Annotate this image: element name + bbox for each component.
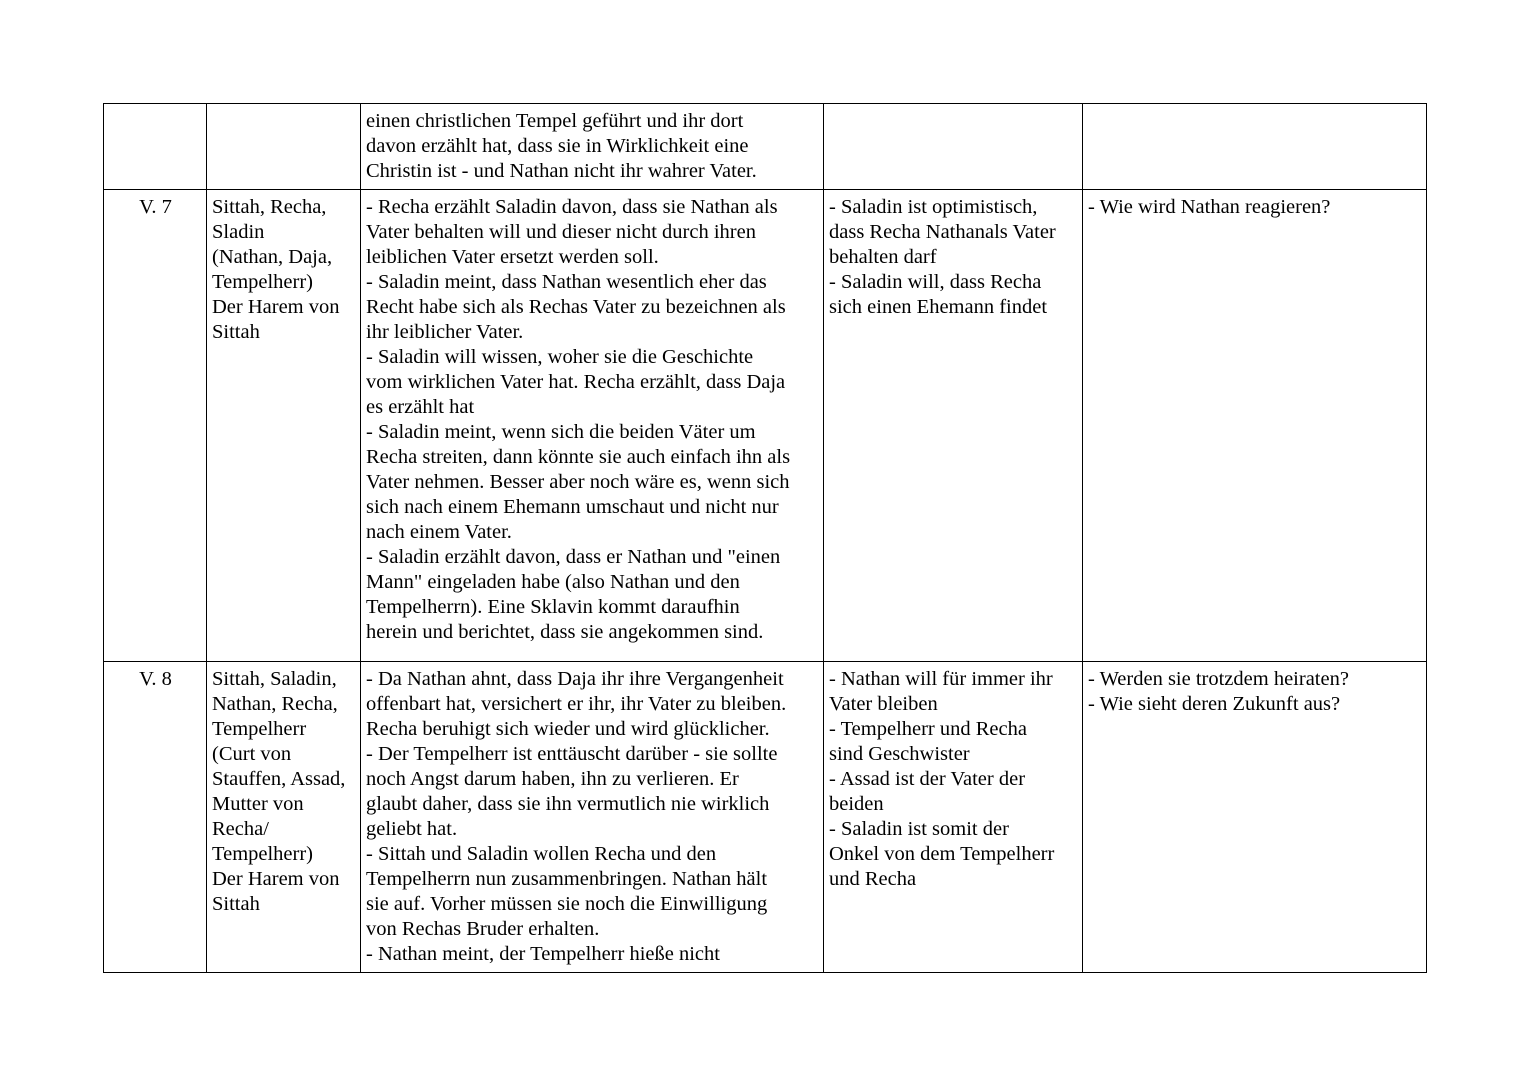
table-row (104, 662, 1427, 973)
chapter-cell (104, 104, 207, 190)
results-cell: - Saladin ist optimistisch, dass Recha Nathanals Vater behalten darf - Saladin will, dass Recha sich einen Ehemann findet (824, 190, 1083, 662)
content-cell: - Recha erzählt Saladin davon, dass sie Nathan als Vater behalten will und dieser nicht durch ihren leiblichen Vater ersetzt werden soll. - Saladin meint, dass Nathan wesentlich eher das Recht habe sich als Rechas Vater zu bezeichnen als ihr leiblicher Vater. - Saladin will wissen, woher sie die Geschichte vom wirklichen Vater hat. Recha erzählt, dass Daja es erzählt hat - Saladin meint, wenn sich die beiden Väter um Recha streiten, dann könnte sie auch einfach ihn als Vater nehmen. Besser aber noch wäre es, wenn sich sich nach einem Ehemann umschaut und nicht nur nach einem Vater. - Saladin erzählt davon, dass er Nathan und "einen Mann" eingeladen habe (also Nathan und den Tempelherrn). Eine Sklavin kommt daraufhin herein und berichtet, dass sie angekommen sind. (361, 190, 824, 662)
results-cell (824, 104, 1083, 190)
results-cell: - Nathan will für immer ihr Vater bleiben - Tempelherr und Recha sind Geschwister - Assad ist der Vater der beiden - Saladin ist somit der Onkel von dem Tempelherr und Recha (824, 662, 1083, 973)
chapter-cell: V. 7 (104, 190, 207, 662)
characters-cell: Sittah, Saladin, Nathan, Recha, Tempelherr (Curt von Stauffen, Assad, Mutter von Recha/ Tempelherr) Der Harem von Sittah (207, 662, 361, 973)
chapter-cell: V. 8 (104, 662, 207, 973)
characters-cell: Sittah, Recha, Sladin (Nathan, Daja, Tempelherr) Der Harem von Sittah (207, 190, 361, 662)
characters-cell (207, 104, 361, 190)
table-row (104, 190, 1427, 662)
questions-cell (1083, 104, 1427, 190)
table-row (104, 104, 1427, 190)
questions-cell: - Werden sie trotzdem heiraten? - Wie sieht deren Zukunft aus? (1083, 662, 1427, 973)
content-cell: einen christlichen Tempel geführt und ihr dort davon erzählt hat, dass sie in Wirklichkeit eine Christin ist - und Nathan nicht ihr wahrer Vater. (361, 104, 824, 190)
content-cell: - Da Nathan ahnt, dass Daja ihr ihre Vergangenheit offenbart hat, versichert er ihr, ihr Vater zu bleiben. Recha beruhigt sich wieder und wird glücklicher. - Der Tempelherr ist enttäuscht darüber - sie sollte noch Angst darum haben, ihn zu verlieren. Er glaubt daher, dass sie ihn vermutlich nie wirklich geliebt hat. - Sittah und Saladin wollen Recha und den Tempelherrn nun zusammenbringen. Nathan hält sie auf. Vorher müssen sie noch die Einwilligung von Rechas Bruder erhalten. - Nathan meint, der Tempelherr hieße nicht (361, 662, 824, 973)
questions-cell: - Wie wird Nathan reagieren? (1083, 190, 1427, 662)
summary-table (103, 103, 1427, 973)
